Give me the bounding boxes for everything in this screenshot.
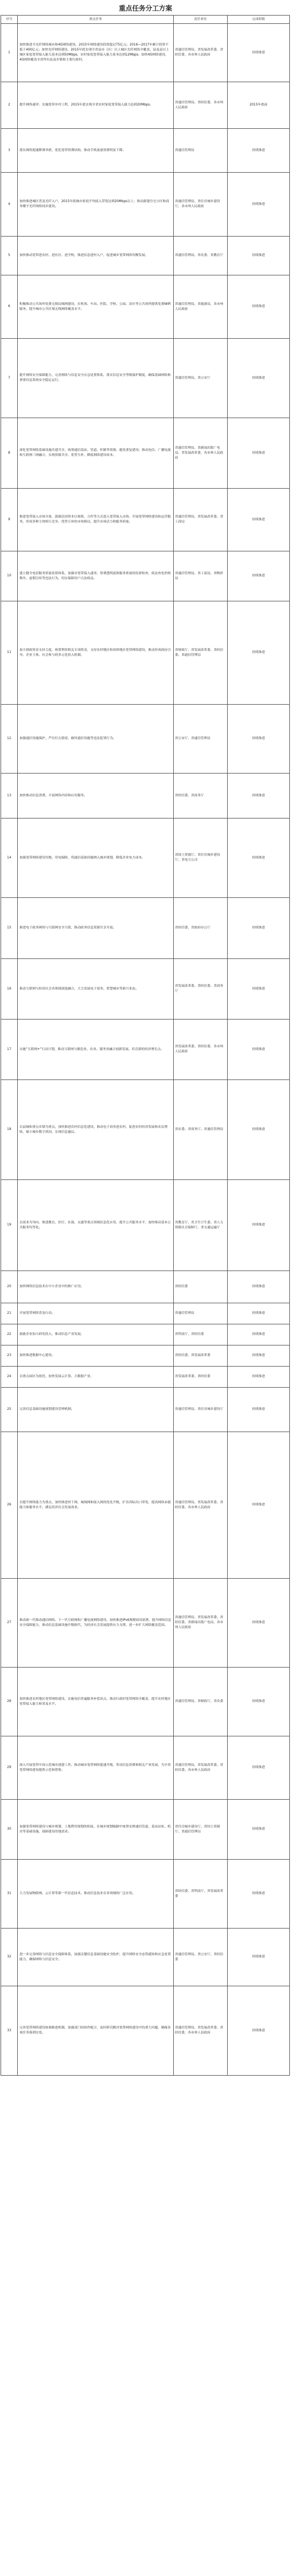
row-department: 省住房城乡建设厅、省国土资源厅、省通信管理局 xyxy=(174,1800,228,1860)
row-task: 加快推动宽带进农村、进社区、进学校，推进信息进村入户，促进城乡宽带网络均衡发展。 xyxy=(18,237,174,275)
task-table xyxy=(1,15,290,2076)
row-deadline: 持续推进 xyxy=(228,489,290,551)
row-department: 省通信管理局、省发展改革委、省工商局 xyxy=(174,489,228,551)
row-index: 3 xyxy=(1,129,18,173)
row-department: 省公安厅、省通信管理局 xyxy=(174,705,228,774)
row-deadline: 持续推进 xyxy=(228,24,290,82)
row-index: 29 xyxy=(1,1736,18,1800)
row-deadline: 持续推进 xyxy=(228,237,290,275)
row-index: 17 xyxy=(1,1020,18,1080)
row-department: 省通信管理局、省旅游局，各市州人民政府 xyxy=(174,275,228,339)
row-index: 7 xyxy=(1,339,18,418)
row-department: 省发展改革委、省经信委 xyxy=(174,1367,228,1388)
table-row xyxy=(1,237,290,275)
row-task: 深入开展宽带中国示范城市创建工作，推动城市宽带网络提速升级，带动信息消费和相关产业发展，为全省宽带网络建设提供示范和借鉴。 xyxy=(18,1736,174,1800)
row-index: 15 xyxy=(1,898,18,959)
table-row xyxy=(1,82,290,129)
row-task: 加快推进城区普及光纤入户，2015年底城市家庭平均接入带宽达到20Mbps以上；推动新建住宅小区和商务楼宇光纤网络同步建设。 xyxy=(18,173,174,237)
row-index: 8 xyxy=(1,418,18,489)
row-index: 14 xyxy=(1,819,18,898)
row-task: 以重点园区为依托，加快发展云计算、大数据产业。 xyxy=(18,1367,174,1388)
row-index: 18 xyxy=(1,1080,18,1180)
row-task: 以提升网络能力为重点，加快推进骨干网、城域网和接入网的优化升级，扩容省际出口带宽，提高网络承载能力和服务水平，满足经济社会发展需求。 xyxy=(18,1432,174,1579)
row-task: 积极推动公共场所免费无线局域网建设，在机场、车站、医院、学校、公园、景区等公共场所提供免费WiFi服务，提升城市公共区域无线网络覆盖水平。 xyxy=(18,275,174,339)
row-deadline: 持续推进 xyxy=(228,959,290,1020)
row-task: 以需求为导向，推进教育、医疗、社保、交通等重点领域信息化应用，提升公共服务水平，加快推动基本公共服务均等化。 xyxy=(18,1180,174,1271)
header-deadline: 完成时限 xyxy=(228,16,290,24)
row-task: 完善宽带网络建设协调推进机制，加强部门间协作配合，及时研究解决宽带网络建设中的重大问题，确保各项任务落到实处。 xyxy=(18,1986,174,2076)
row-index: 9 xyxy=(1,489,18,551)
row-department: 省财政厅、省发展改革委、省经信委、省通信管理局 xyxy=(174,601,228,705)
table-row xyxy=(1,1929,290,1986)
row-deadline: 持续推进 xyxy=(228,1388,290,1432)
table-row xyxy=(1,1800,290,1860)
row-department: 省通信管理局、省财政厅、省农委 xyxy=(174,1668,228,1736)
row-department: 省通信管理局、省发展改革委、省经信委，各市州人民政府 xyxy=(174,1736,228,1800)
row-department: 省通信管理局、省发展改革委、省经信委，各市州人民政府 xyxy=(174,1986,228,2076)
row-department: 省发展改革委、省经信委，各市州人民政府 xyxy=(174,1020,228,1080)
row-department: 省通信管理局、省公安厅、省经信委 xyxy=(174,1929,228,1986)
row-deadline: 持续推进 xyxy=(228,1180,290,1271)
row-index: 13 xyxy=(1,774,18,819)
table-row xyxy=(1,819,290,898)
row-deadline: 持续推进 xyxy=(228,705,290,774)
row-index: 1 xyxy=(1,24,18,82)
table-row xyxy=(1,129,290,173)
row-department: 省经信委、省科技厅、省发展改革委 xyxy=(174,1860,228,1929)
row-task: 实施“互联网+”行动计划，推动互联网与制造业、农业、服务业融合创新发展，培育新的经济增长点。 xyxy=(18,1020,174,1080)
row-task: 加快推动信息消费，丰富网络内容和应用服务。 xyxy=(18,774,174,819)
row-task: 加强通信设施保护，严厉打击盗窃、破坏通信设施等违法犯罪行为。 xyxy=(18,705,174,774)
row-deadline: 持续推进 xyxy=(228,601,290,705)
table-row xyxy=(1,959,290,1020)
row-index: 26 xyxy=(1,1432,18,1579)
row-index: 6 xyxy=(1,275,18,339)
row-department: 省通信管理局、省新闻出版广电局、省发展改革委，各市州人民政府 xyxy=(174,418,228,489)
row-index: 4 xyxy=(1,173,18,237)
row-index: 2 xyxy=(1,82,18,129)
document-title: 重点任务分工方案 xyxy=(118,4,172,12)
row-task: 加强宽带网络建设用地、用电保障，将通信基础设施纳入城乡规划，降低企业电力成本。 xyxy=(18,819,174,898)
row-index: 33 xyxy=(1,1986,18,2076)
row-deadline: 持续推进 xyxy=(228,339,290,418)
row-deadline: 持续推进 xyxy=(228,1668,290,1736)
row-task: 加强宽带网络建设与城乡规划、土地利用规划的衔接，在城乡规划编制中统筹安排通信管道、基站站址、机房等基础设施，保障建设用地需求。 xyxy=(18,1800,174,1860)
row-department: 省经信委、省商务厅 xyxy=(174,774,228,819)
row-deadline: 持续推进 xyxy=(228,1080,290,1180)
row-department: 省国土资源厅、省住房城乡建设厅、省电力公司 xyxy=(174,819,228,898)
row-task: 落实网络提速降费举措，优化宽带资费结构，推动手机流量资费明显下降。 xyxy=(18,129,174,173)
row-deadline: 持续推进 xyxy=(228,774,290,819)
header-department: 责任单位 xyxy=(174,16,228,24)
row-deadline: 持续推进 xyxy=(228,1860,290,1929)
row-department: 省发展改革委、省经信委、省商务厅 xyxy=(174,959,228,1020)
row-task: 深化宽带网络基础设施共建共享，统筹通信基站、管道、杆路等资源，避免重复建设；推动电信、广播电视和互联网三网融合，实现资源共享、优势互补，降低网络建设成本。 xyxy=(18,418,174,489)
row-deadline: 持续推进 xyxy=(228,275,290,339)
row-task: 推动互联网与经济社会各领域深度融合，大力发展电子商务、智慧城市等新兴业态。 xyxy=(18,959,174,1020)
row-task: 加快网络信息技术在中小企业中的推广应用。 xyxy=(18,1271,174,1303)
row-department: 省通信管理局、省工商局、省物价局 xyxy=(174,551,228,601)
table-row xyxy=(1,1324,290,1345)
row-index: 21 xyxy=(1,1303,18,1324)
row-index: 23 xyxy=(1,1345,18,1367)
row-task: 进一步完善网络与信息安全保障体系，加强关键信息基础设施安全防护，提升网络安全态势感知和应急处置能力，确保网络与信息安全。 xyxy=(18,1929,174,1986)
row-department: 省农委、省商务厅、省通信管理局 xyxy=(174,1080,228,1180)
row-department: 省经信委、省发展改革委 xyxy=(174,1345,228,1367)
row-deadline: 持续推进 xyxy=(228,551,290,601)
table-row xyxy=(1,1271,290,1303)
row-index: 16 xyxy=(1,959,18,1020)
row-task: 加快推进全光纤网络城市和4G网络建设，2015年网络建设投资超过75亿元；2016—2017年累计投资不低于400亿元；加快光纤网络建设，2015年底实现全省县市（区）以上城区光纤网络全覆盖，县及县以上城区家庭宽带接入能力基本达到50Mbps，农村家庭宽带接入能力基本达到12Mbps；加快4G网络建设，4G网络覆盖全省所有县及乡镇和主要行政村。 xyxy=(18,24,174,82)
row-index: 10 xyxy=(1,551,18,601)
table-row xyxy=(1,1080,290,1180)
table-row xyxy=(1,1388,290,1432)
row-department: 省经信委、省政府办公厅 xyxy=(174,898,228,959)
row-deadline: 持续推进 xyxy=(228,1986,290,2076)
table-header-row xyxy=(1,16,290,24)
table-row xyxy=(1,1432,290,1579)
row-task: 加大财政资金支持力度，统筹利用相关专项资金，支持农村地区和贫困地区宽带网络建设，推动形成政府引导、企业主体、社会参与的多元化投入机制。 xyxy=(18,601,174,705)
row-index: 5 xyxy=(1,237,18,275)
row-department: 省通信管理局 xyxy=(174,1303,228,1324)
row-index: 22 xyxy=(1,1324,18,1345)
table-row xyxy=(1,1668,290,1736)
row-deadline: 持续推进 xyxy=(228,1367,290,1388)
row-department: 省科技厅、省经信委 xyxy=(174,1324,228,1345)
row-task: 推进宽带接入市场开放，鼓励民间资本以参股、合作等方式进入宽带接入市场，开展宽带网络建设和运营服务，形成多种主体相互竞争、优势互补的市场格局，提升市场活力和服务质量。 xyxy=(18,489,174,551)
table-row xyxy=(1,705,290,774)
row-index: 20 xyxy=(1,1271,18,1303)
row-deadline: 持续推进 xyxy=(228,898,290,959)
table-row xyxy=(1,774,290,819)
row-department: 省通信管理局、省住房城乡建设厅，各市州人民政府 xyxy=(174,173,228,237)
row-deadline: 持续推进 xyxy=(228,1303,290,1324)
table-row xyxy=(1,1180,290,1271)
row-index: 19 xyxy=(1,1180,18,1271)
row-deadline: 持续推进 xyxy=(228,173,290,237)
row-task: 加快推进数据中心建设。 xyxy=(18,1345,174,1367)
table-row xyxy=(1,1736,290,1800)
row-task: 完善信息基础设施规划建设管理机制。 xyxy=(18,1388,174,1432)
row-deadline: 持续推进 xyxy=(228,1579,290,1668)
header-task: 重点任务 xyxy=(18,16,174,24)
row-deadline: 持续推进 xyxy=(228,1432,290,1579)
row-department: 省通信管理局、省公安厅 xyxy=(174,339,228,418)
row-deadline: 持续推进 xyxy=(228,1345,290,1367)
table-row xyxy=(1,898,290,959)
table-row xyxy=(1,1303,290,1324)
row-task: 提升网络速率：实施宽带乡村工程，2015年底实现全省农村家庭宽带接入能力达到20Mbps。 xyxy=(18,82,174,129)
row-task: 鼓励企业加大研发投入，推动信息产业发展。 xyxy=(18,1324,174,1345)
table-row xyxy=(1,551,290,601)
row-department: 省教育厅、省卫生计生委、省人力资源社会保障厅、省交通运输厅 xyxy=(174,1180,228,1271)
row-index: 11 xyxy=(1,601,18,705)
row-department: 省通信管理局、省经信委，各市州人民政府 xyxy=(174,82,228,129)
row-index: 27 xyxy=(1,1579,18,1668)
row-task: 推动新一代移动通信网络、下一代互联网和广播电视网络建设，加快推进IPv6规模商用部署，提升网络信息安全保障能力，推动信息基础设施升级换代，为经济社会发展提供有力支撑，进一步扩大网络覆盖范围。 xyxy=(18,1579,174,1668)
row-deadline: 持续推进 xyxy=(228,1736,290,1800)
table-row xyxy=(1,339,290,418)
row-deadline: 2015年底前 xyxy=(228,82,290,129)
row-deadline: 持续推进 xyxy=(228,1929,290,1986)
row-task: 提升网络安全保障能力，完善网络与信息安全应急处置体系，落实信息安全等级保护制度，确保基础网络和重要信息系统安全稳定运行。 xyxy=(18,339,174,418)
table-row xyxy=(1,601,290,705)
table-row xyxy=(1,1986,290,2076)
row-department: 省通信管理局、省发展改革委、省经信委，各市州人民政府 xyxy=(174,1432,228,1579)
row-deadline: 持续推进 xyxy=(228,129,290,173)
row-deadline: 持续推进 xyxy=(228,418,290,489)
row-task: 大力发展物联网、云计算等新一代信息技术，推动信息技术在各领域的广泛应用。 xyxy=(18,1860,174,1929)
table-row xyxy=(1,173,290,237)
row-index: 12 xyxy=(1,705,18,774)
row-department: 省通信管理局、省发展改革委、省经信委，各市州人民政府 xyxy=(174,24,228,82)
row-department: 省通信管理局、省农委、省教育厅 xyxy=(174,237,228,275)
row-task: 以县城和重点乡镇为重点，加快推进农村信息化建设，推动电子商务进农村，促进农村经济发展和农民增收，缩小城乡数字鸿沟，实现信息惠民。 xyxy=(18,1080,174,1180)
row-department: 省通信管理局 xyxy=(174,129,228,173)
table-row xyxy=(1,1860,290,1929)
row-index: 32 xyxy=(1,1929,18,1986)
table-row xyxy=(1,489,290,551)
row-task: 推进电子政务网络与互联网安全互联，推动政务信息资源共享开放。 xyxy=(18,898,174,959)
row-task: 加快推进农村地区宽带网络建设，实施电信普遍服务补偿试点，推动行政村宽带网络全覆盖，提升农村地区宽带接入能力和普及水平。 xyxy=(18,1668,174,1736)
row-department: 省通信管理局、省住房城乡建设厅 xyxy=(174,1388,228,1432)
row-department: 省经信委 xyxy=(174,1271,228,1303)
row-task: 开展宽带网络普及行动。 xyxy=(18,1303,174,1324)
table-row xyxy=(1,1579,290,1668)
table-row xyxy=(1,1020,290,1080)
row-index: 30 xyxy=(1,1800,18,1860)
table-row xyxy=(1,275,290,339)
row-deadline: 持续推进 xyxy=(228,1324,290,1345)
table-row xyxy=(1,1345,290,1367)
table-row xyxy=(1,1367,290,1388)
row-task: 建立健全电信服务质量监督体系，加强对宽带接入速率、资费透明度和服务质量的监督检查，依法查处价格欺诈、虚假宣传等违法行为，切实保障用户合法权益。 xyxy=(18,551,174,601)
row-index: 25 xyxy=(1,1388,18,1432)
row-department: 省通信管理局、省发展改革委、省经信委、省新闻出版广电局，各市州人民政府 xyxy=(174,1579,228,1668)
table-row xyxy=(1,418,290,489)
row-deadline: 持续推进 xyxy=(228,1271,290,1303)
table-row xyxy=(1,24,290,82)
row-index: 28 xyxy=(1,1668,18,1736)
header-index: 序号 xyxy=(1,16,18,24)
row-deadline: 持续推进 xyxy=(228,1800,290,1860)
row-deadline: 持续推进 xyxy=(228,1020,290,1080)
row-index: 31 xyxy=(1,1860,18,1929)
row-deadline: 持续推进 xyxy=(228,819,290,898)
row-index: 24 xyxy=(1,1367,18,1388)
